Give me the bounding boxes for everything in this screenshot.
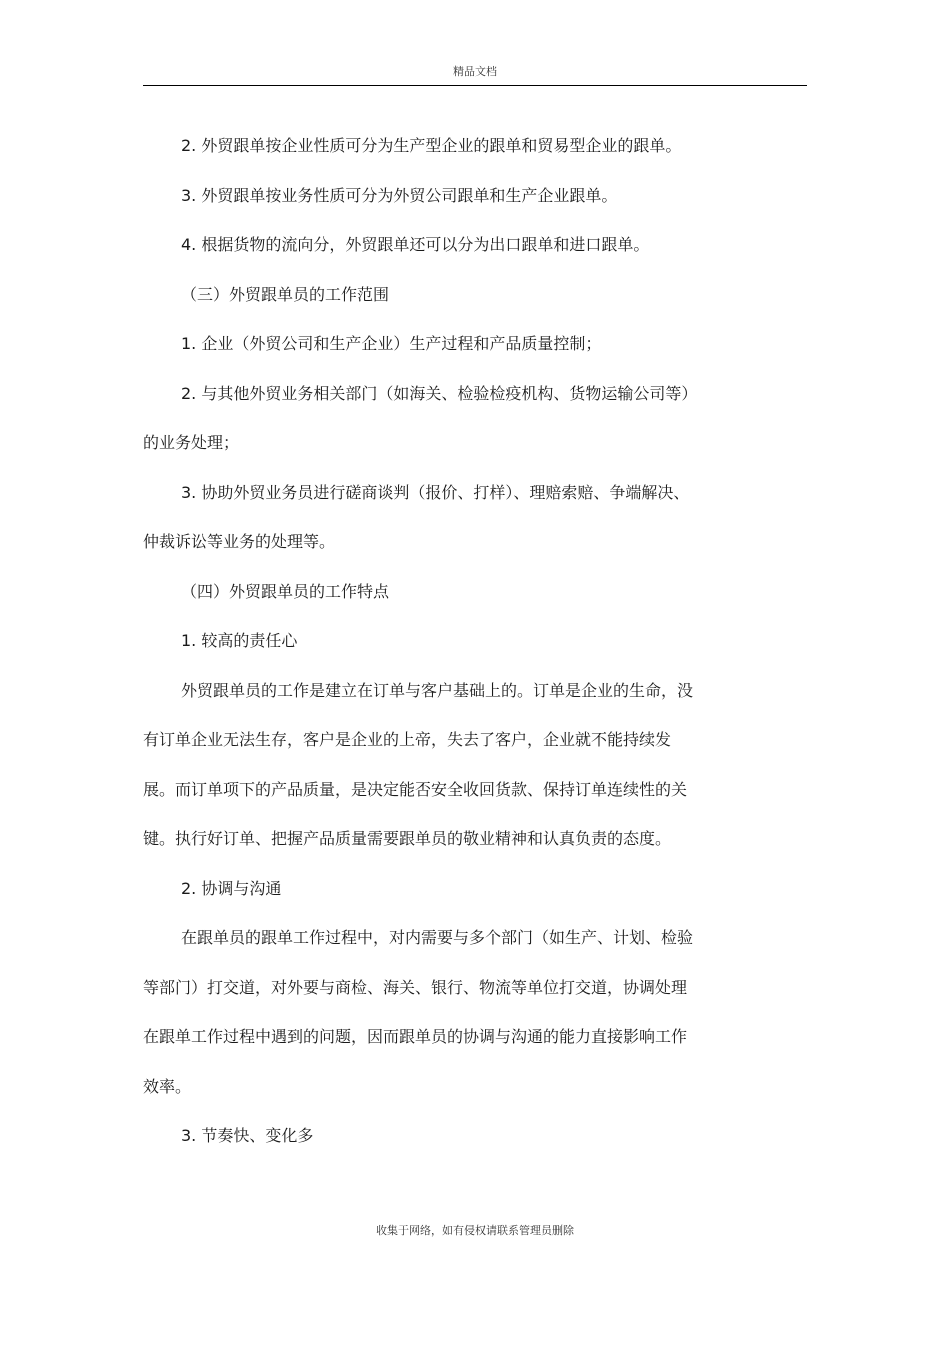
text-line: 2. 与其他外贸业务相关部门（如海关、检验检疫机构、货物运输公司等）	[181, 383, 698, 403]
page-header-title: 精品文档	[453, 65, 497, 78]
text-line: 有订单企业无法生存，客户是企业的上帝，失去了客户，企业就不能持续发	[143, 730, 672, 749]
subsection-heading: 3. 节奏快、变化多	[181, 1126, 314, 1145]
text-line: 2. 外贸跟单按企业性质可分为生产型企业的跟单和贸易型企业的跟单。	[181, 136, 682, 155]
text-line: 3. 协助外贸业务员进行磋商谈判（报价、打样）、理赔索赔、争端解决、	[181, 482, 690, 502]
text-line: 键。执行好订单、把握产品质量需要跟单员的敬业精神和认真负责的态度。	[143, 829, 672, 848]
text-line: 展。而订单项下的产品质量，是决定能否安全收回货款、保持订单连续性的关	[143, 779, 688, 799]
text-line: 在跟单员的跟单工作过程中，对内需要与多个部门（如生产、计划、检验	[181, 928, 694, 947]
text-line: 的业务处理；	[143, 433, 240, 452]
text-line: 仲裁诉讼等业务的处理等。	[143, 532, 336, 551]
subsection-heading: 1. 较高的责任心	[181, 631, 298, 650]
text-line: 3. 外贸跟单按业务性质可分为外贸公司跟单和生产企业跟单。	[181, 185, 618, 205]
text-line: 4. 根据货物的流向分，外贸跟单还可以分为出口跟单和进口跟单。	[181, 235, 650, 254]
text-line: 1. 企业（外贸公司和生产企业）生产过程和产品质量控制；	[181, 334, 602, 353]
text-line: 外贸跟单员的工作是建立在订单与客户基础上的。订单是企业的生命，没	[181, 680, 694, 700]
header-divider	[143, 85, 807, 86]
text-line: 在跟单工作过程中遇到的问题，因而跟单员的协调与沟通的能力直接影响工作	[143, 1027, 688, 1046]
document-body	[143, 121, 763, 1161]
text-line: 效率。	[143, 1076, 192, 1096]
section-heading: （四）外贸跟单员的工作特点	[181, 581, 390, 601]
section-heading: （三）外贸跟单员的工作范围	[181, 284, 390, 304]
text-line: 等部门）打交道，对外要与商检、海关、银行、物流等单位打交道，协调处理	[143, 977, 688, 997]
page-footer-note: 收集于网络，如有侵权请联系管理员删除	[376, 1224, 574, 1237]
subsection-heading: 2. 协调与沟通	[181, 878, 282, 898]
